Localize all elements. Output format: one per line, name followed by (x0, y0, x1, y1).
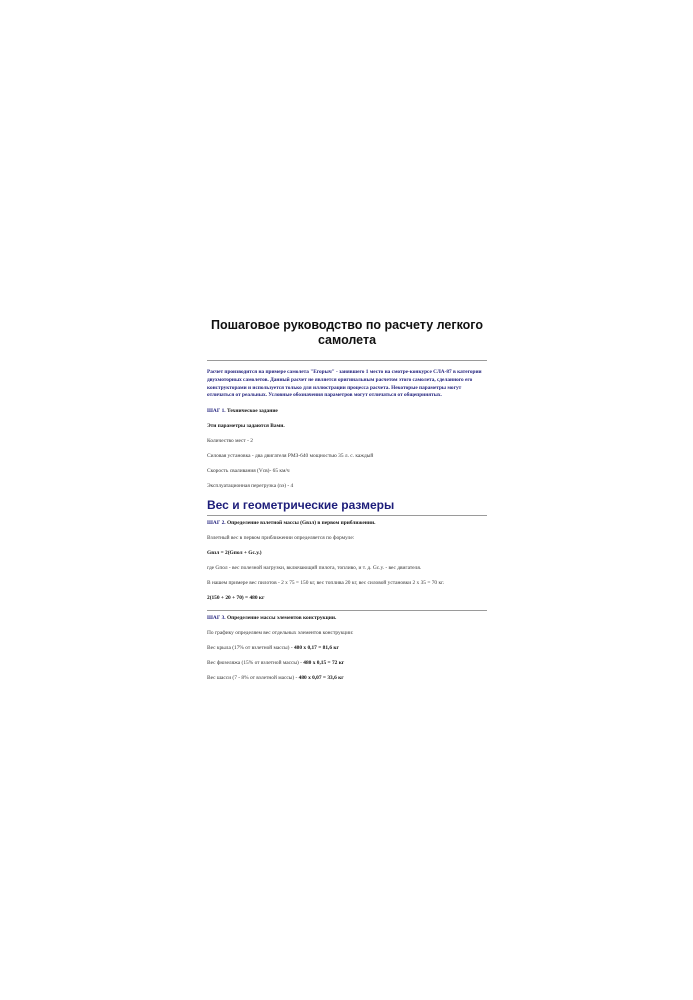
item-value: 480 х 0,17 = 81,6 кг (293, 645, 339, 652)
section-heading: Вес и геометрические размеры (207, 498, 395, 513)
stall-speed-text: Скорость сваливания (Vсв)- 65 км/ч (207, 468, 290, 475)
item-label: Вес фюзеляжа (15% от взлетной массы) - (207, 660, 304, 667)
item-label: Вес шасси (7 - 8% от взлетной массы) - (207, 675, 299, 682)
step2-text2: где Gпол - вес полезной нагрузки, включающий пилота, топливо, и т. д. Gс.у. - вес двигателя. (207, 565, 422, 572)
load-factor-text: Эксплуатационная перегрузка (nэ) - 4 (207, 483, 294, 490)
divider (207, 360, 487, 361)
step2-result: 2(150 + 20 + 70) = 480 кг (207, 595, 265, 602)
step2-title: Определение взлетной массы (Gвзл) в первом приближении. (225, 520, 376, 527)
step2-label: ШАГ 2. (207, 520, 226, 527)
powerplant-text: Силовая установка - два двигателя РМЗ-640 мощностью 35 л. с. каждый (207, 453, 374, 460)
step2-text1: Взлетный вес в первом приближении определяется по формуле: (207, 535, 355, 542)
params-note: Эти параметры задаются Вами. (207, 423, 285, 430)
item-label: Вес крыла (17% от взлетной массы) - (207, 645, 294, 652)
item-value: 480 х 0,07 = 33,6 кг (298, 675, 344, 682)
step3-heading (207, 615, 487, 622)
step1-heading (207, 408, 487, 415)
list-item (207, 645, 487, 652)
intro-paragraph: Расчет производится на примере самолета "Егорыч" - занявшего 1 место на смотре-конкурсе СЛА-87 в категории двухмоторных самолетов. Данный расчет не является оригинальным расчетом этого самолета, сделанного его конструкторами и используется только для иллюстрации процесса расчета. Некоторые параметры могут отличаться от реальных. Условные обозначения параметров могут отличаться от общепринятых. (207, 369, 482, 399)
step2-heading (207, 520, 487, 527)
step3-label: ШАГ 3. (207, 615, 226, 622)
step1-title: Техническое задание (225, 408, 278, 415)
step3-text1: По графику определяем вес отдельных элементов конструкции: (207, 630, 354, 637)
step2-text3: В нашем примере вес пилотов - 2 х 75 = 150 кг, вес топлива 20 кг, вес силовой установки 2 х 35 = 70 кг. (207, 580, 445, 587)
formula: Gвзл = 2(Gпол + Gс.у.) (207, 550, 262, 557)
step3-title: Определение массы элементов конструкции. (225, 615, 337, 622)
step1-label: ШАГ 1. (207, 408, 226, 415)
page-title: Пошаговое руководство по расчету легкого самолета (211, 318, 483, 347)
list-item (207, 660, 487, 667)
seats-text: Количество мест - 2 (207, 438, 253, 445)
item-value: 480 х 0,15 = 72 кг (303, 660, 345, 667)
list-item (207, 675, 487, 682)
document-page (207, 318, 487, 690)
